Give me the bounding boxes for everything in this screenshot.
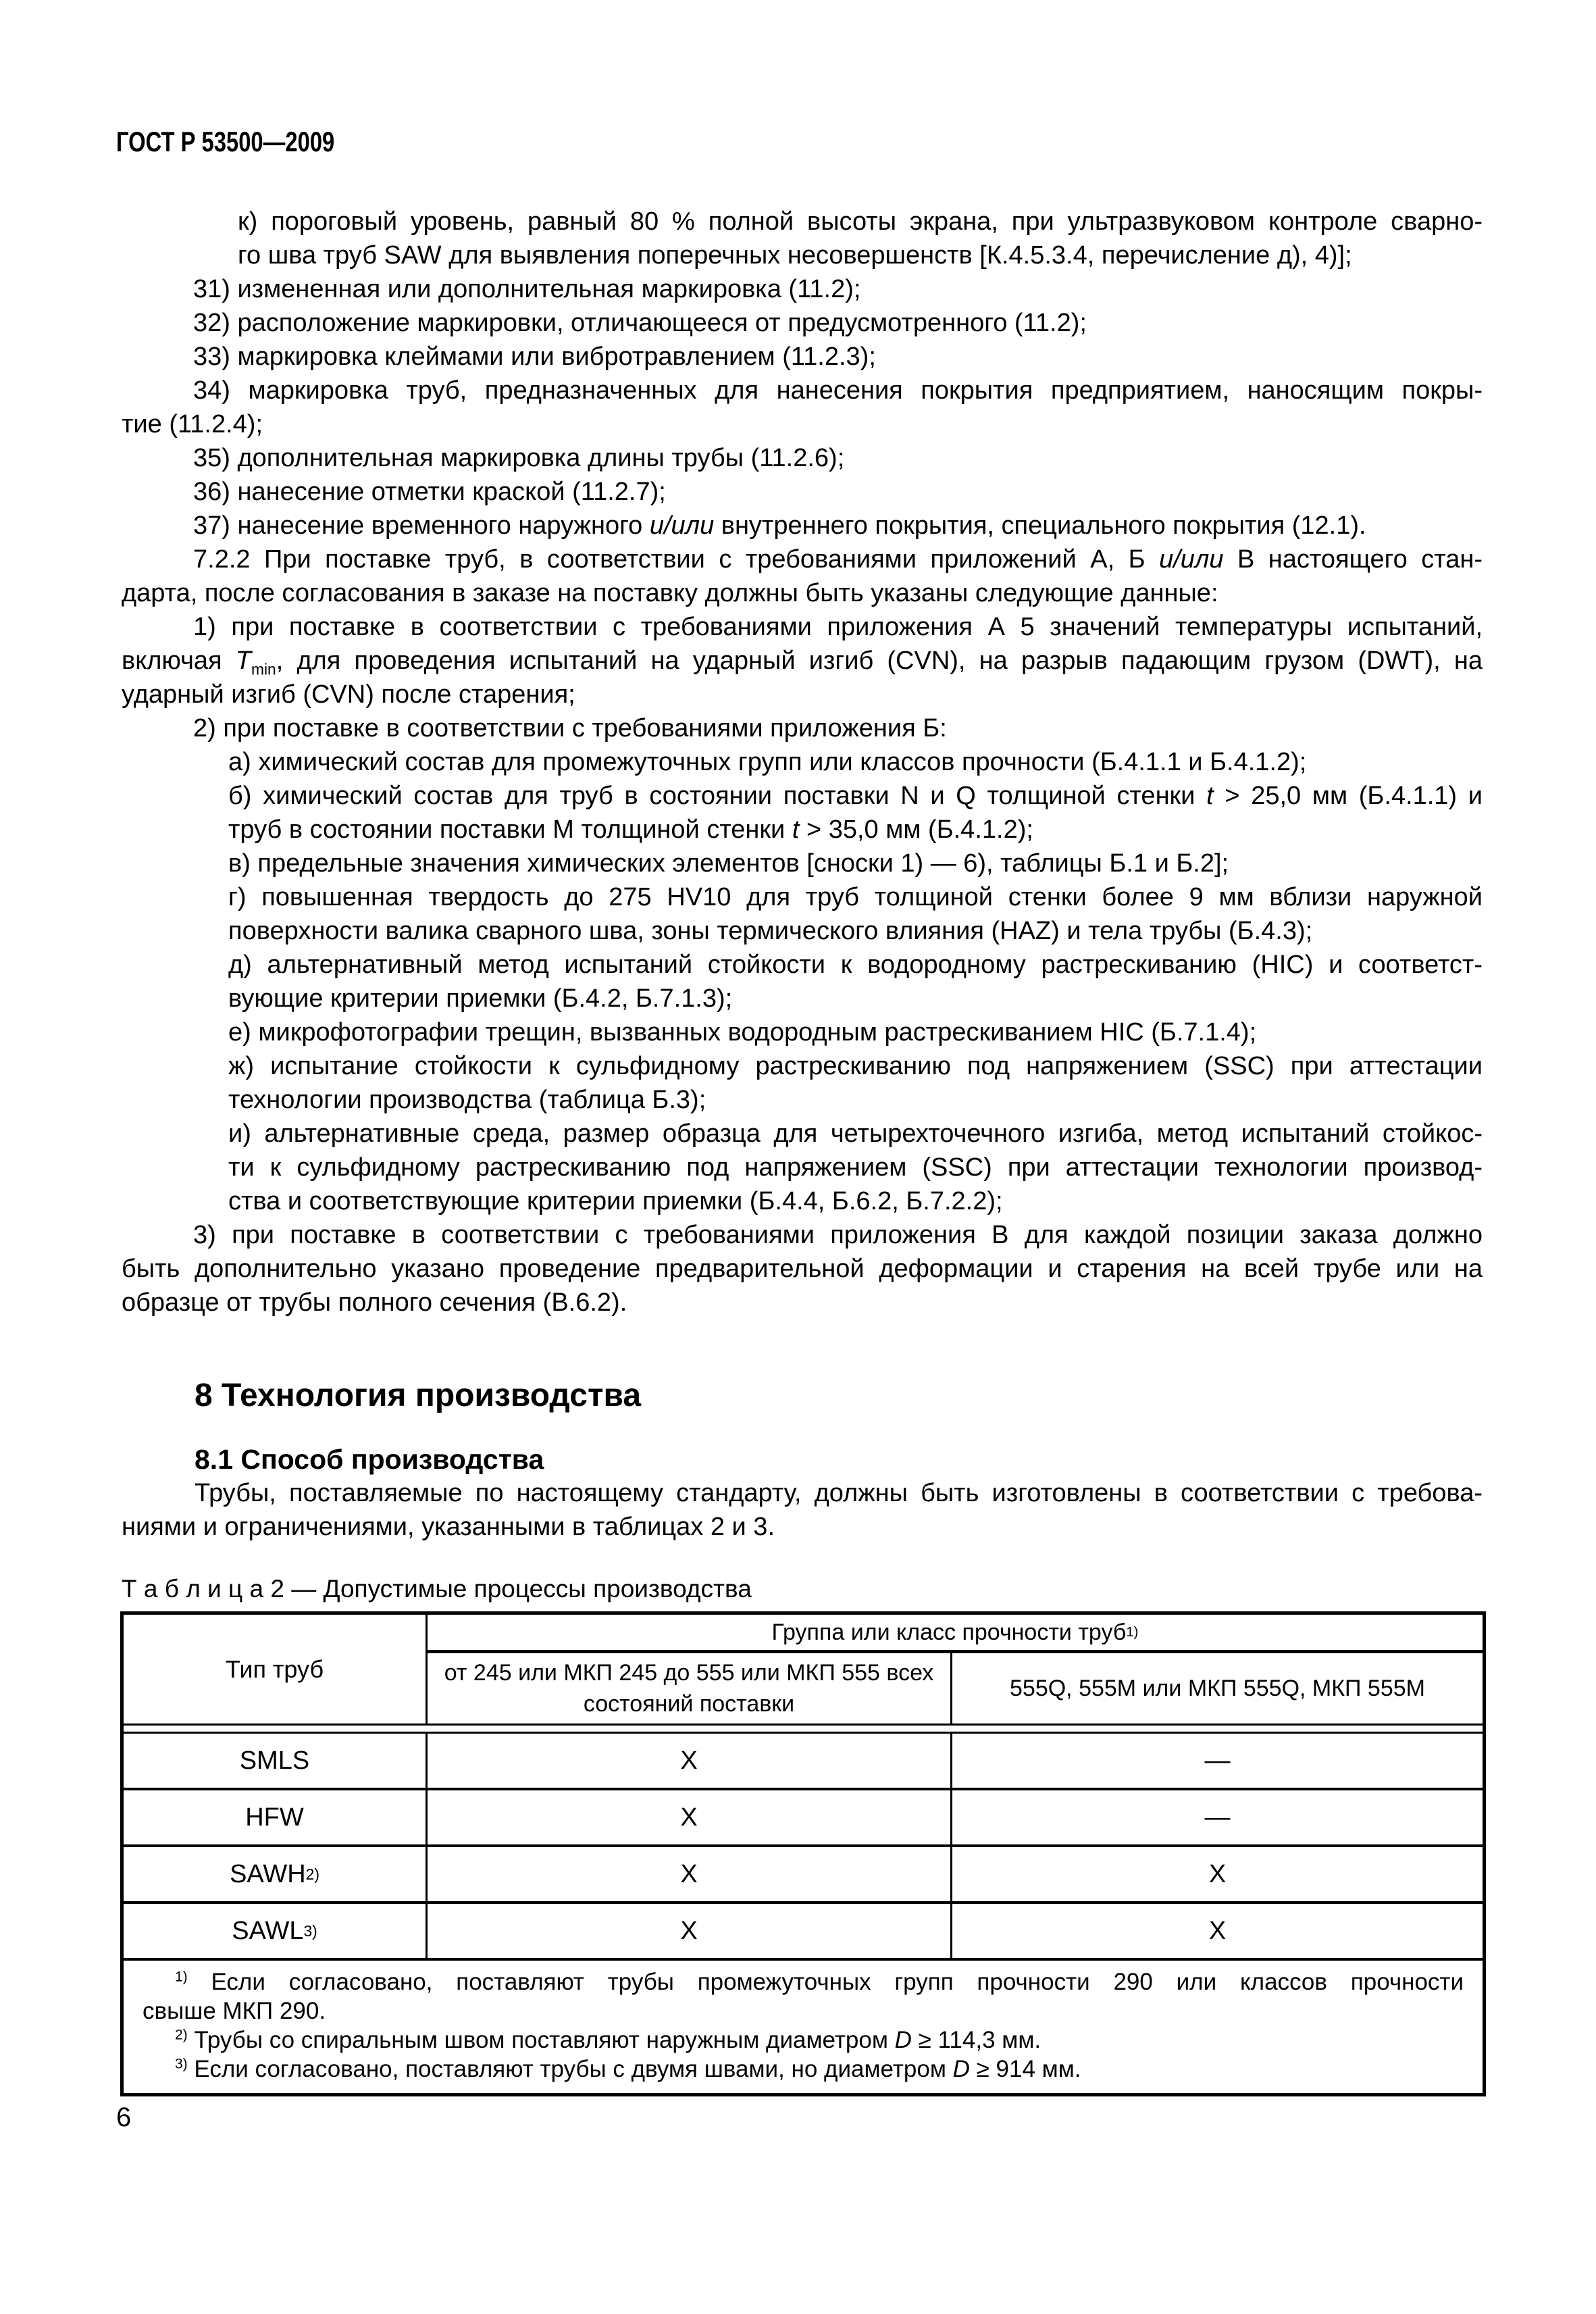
paragraph <box>122 1218 1483 1319</box>
text-line: и) альтернативные среда, размер образца для четырехточечного изгиба, метод испытаний стойкос- <box>228 1120 1483 1148</box>
text-line: го шва труб SAW для выявления поперечных несовершенств [К.4.5.3.4, перечисление д), 4)]; <box>238 241 1352 270</box>
text-line: Трубы, поставляемые по настоящему стандарту, должны быть изготовлены в соответствии с требова- <box>195 1479 1483 1507</box>
cell-group-555q: — <box>1204 1803 1231 1832</box>
paragraph <box>228 880 1483 948</box>
cell-group-555q: Х <box>1208 1916 1227 1945</box>
text-line: ниями и ограничениями, указанными в таблицах 2 и 3. <box>122 1513 775 1541</box>
text-line: 37) нанесение временного наружного и/или внутреннего покрытия, специального покрытия (12.1). <box>193 511 1366 540</box>
col-header-grades-245-555 <box>428 1653 952 1724</box>
table-row <box>124 1847 1483 1904</box>
col-header-grades-555q: 555Q, 555M или МКП 555Q, МКП 555M <box>1010 1675 1425 1701</box>
col-header-strength-group: Группа или класс прочности труб 1) <box>428 1615 1483 1653</box>
paragraph <box>122 340 1483 374</box>
text-line: а) химический состав для промежуточных групп или классов прочности (Б.4.1.1 и Б.4.1.2); <box>228 748 1307 776</box>
body-paragraphs <box>122 205 1483 1319</box>
text-line: вующие критерии приемки (Б.4.2, Б.7.1.3); <box>228 984 733 1013</box>
paragraph <box>122 610 1483 711</box>
table-row <box>124 1790 1483 1847</box>
text-line: дарта, после согласования в заказе на поставку должны быть указаны следующие данные: <box>122 579 1218 607</box>
text-line: 7.2.2 При поставке труб, в соответствии с требованиями приложений А, Б и/или В настоящего стан- <box>193 545 1483 574</box>
text-line: состояний поставки <box>583 1691 795 1717</box>
cell-group-245-555: Х <box>428 1904 952 1958</box>
text-line: е) микрофотографии трещин, вызванных водородным растрескиванием HIC (Б.7.1.4); <box>228 1018 1257 1047</box>
paragraph <box>228 1015 1483 1049</box>
cell-pipe-type: SAWH 2) <box>124 1847 428 1901</box>
table-caption: Т а б л и ц а 2 — Допустимые процессы производства <box>122 1575 752 1603</box>
text-line: технологии производства (таблица Б.3); <box>228 1086 706 1114</box>
table-row <box>124 1904 1483 1961</box>
text-line: 33) маркировка клеймами или вибротравлением (11.2.3); <box>193 343 876 371</box>
paragraph <box>122 475 1483 509</box>
table-header <box>124 1615 1483 1726</box>
text-line: ти к сульфидному растрескиванию под напряжением (SSC) при аттестации технологии производ- <box>228 1153 1483 1182</box>
text-line: к) пороговый уровень, равный 80 % полной высоты экрана, при ультразвуковом контроле сварно- <box>238 207 1483 236</box>
section-paragraph <box>122 1476 1483 1544</box>
text-line: $^{3)}$ Если согласовано, поставляют трубы с двумя швами, но диаметром D ≥ 914 мм. <box>175 2056 1081 2082</box>
col-header-pipe-type: Тип труб <box>124 1615 428 1724</box>
section-heading: 8 Технология производства <box>195 1378 642 1413</box>
cell-group-245-555: Х <box>428 1734 952 1788</box>
table-header-right <box>428 1615 1483 1724</box>
paragraph <box>228 779 1483 847</box>
cell-group-245-555: Х <box>428 1790 952 1844</box>
paragraph <box>122 272 1483 306</box>
paragraph <box>238 205 1483 272</box>
text-line: 36) нанесение отметки краской (11.2.7); <box>193 478 666 506</box>
text-line: тие (11.2.4); <box>122 410 263 438</box>
cell-group-555q: — <box>1204 1746 1231 1775</box>
text-line: $^{1)}$ Если согласовано, поставляют трубы промежуточных групп прочности 290 или классов прочности <box>175 1969 1464 1995</box>
subsection-heading: 8.1 Способ производства <box>195 1444 544 1475</box>
paragraph <box>228 948 1483 1015</box>
text-line: ж) испытание стойкости к сульфидному растрескиванию под напряжением (SSC) при аттестации <box>228 1052 1483 1080</box>
table-footnotes <box>124 1961 1483 2093</box>
cell-group-555q: Х <box>1208 1859 1227 1888</box>
text-line: б) химический состав для труб в состоянии поставки N и Q толщиной стенки t > 25,0 мм (Б.4.1.1) и <box>228 782 1483 810</box>
text-line: 1) при поставке в соответствии с требованиями приложения А 5 значений температуры испытаний, <box>193 613 1483 641</box>
paragraph <box>122 374 1483 441</box>
paragraph <box>122 543 1483 610</box>
table-row <box>124 1734 1483 1790</box>
text-line: поверхности валика сварного шва, зоны термического влияния (HAZ) и тела трубы (Б.4.3); <box>228 917 1313 945</box>
table-footnote <box>143 2026 1464 2055</box>
text-line: свыше МКП 290. <box>143 1998 326 2024</box>
cell-pipe-type: SMLS <box>124 1734 428 1788</box>
paragraph <box>122 711 1483 745</box>
page-number: 6 <box>116 2103 132 2132</box>
text-line: ударный изгиб (CVN) после старения; <box>122 680 575 709</box>
table-footnote <box>143 2055 1464 2084</box>
text-line: $^{2)}$ Трубы со спиральным швом поставляют наружным диаметром D ≥ 114,3 мм. <box>175 2027 1041 2053</box>
paragraph <box>122 306 1483 340</box>
text-line: 3) при поставке в соответствии с требованиями приложения В для каждой позиции заказа должно <box>193 1221 1483 1249</box>
text-line: образце от трубы полного сечения (В.6.2). <box>122 1288 627 1317</box>
table-subheader-row <box>428 1653 1483 1724</box>
cell-pipe-type: HFW <box>124 1790 428 1844</box>
paragraph <box>228 1117 1483 1218</box>
text-line: 32) расположение маркировки, отличающееся от предусмотренного (11.2); <box>193 309 1087 337</box>
text-line: труб в состоянии поставки М толщиной стенки t > 35,0 мм (Б.4.1.2); <box>228 815 1033 844</box>
paragraph <box>228 745 1483 779</box>
double-rule <box>124 1726 1483 1734</box>
cell-pipe-type: SAWL 3) <box>124 1904 428 1958</box>
text-line: г) повышенная твердость до 275 HV10 для труб толщиной стенки более 9 мм вблизи наружной <box>228 883 1483 911</box>
text-line: в) предельные значения химических элементов [сноски 1) — 6), таблицы Б.1 и Б.2]; <box>228 849 1229 878</box>
text-line: включая $T_{min}$, для проведения испытаний на ударный изгиб (CVN), на разрыв падающим грузом (DWT), на <box>122 647 1483 678</box>
cell-group-245-555: Х <box>428 1847 952 1901</box>
text-line: 35) дополнительная маркировка длины трубы (11.2.6); <box>193 444 845 472</box>
paragraph <box>228 1049 1483 1117</box>
text-line: 31) измененная или дополнительная маркировка (11.2); <box>193 275 861 303</box>
text-line: д) альтернативный метод испытаний стойкости к водородному растрескиванию (HIC) и соответст- <box>228 951 1483 979</box>
paragraph <box>122 441 1483 475</box>
section-8 <box>122 1377 1483 1544</box>
running-header: ГОСТ Р 53500—2009 <box>116 126 335 157</box>
paragraph <box>122 509 1483 543</box>
table-footnote <box>143 1967 1464 2026</box>
text-line: ства и соответствующие критерии приемки (Б.4.4, Б.6.2, Б.7.2.2); <box>228 1187 1003 1215</box>
table-2 <box>120 1611 1486 2096</box>
table-body <box>124 1734 1483 1961</box>
text-line: 2) при поставке в соответствии с требованиями приложения Б: <box>193 714 947 743</box>
text-line: быть дополнительно указано проведение предварительной деформации и старения на всей трубе или на <box>122 1255 1483 1283</box>
text-line: 34) маркировка труб, предназначенных для нанесения покрытия предприятием, наносящим покры- <box>193 376 1483 405</box>
paragraph <box>228 847 1483 880</box>
text-line: от 245 или МКП 245 до 555 или МКП 555 всех <box>444 1660 934 1686</box>
